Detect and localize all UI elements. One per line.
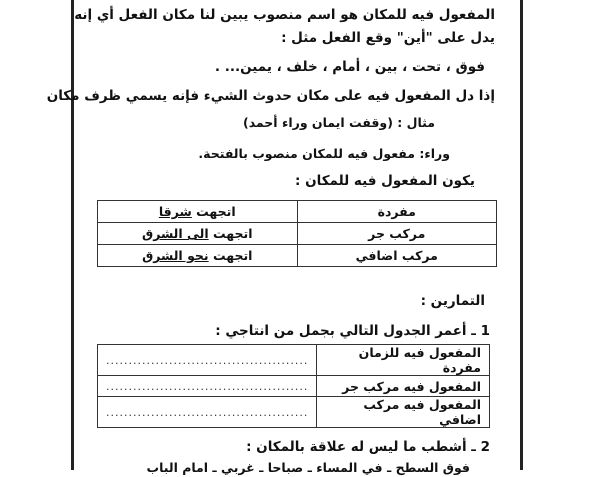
definition-line-3: إذا دل المفعول فيه على مكان حدوث الشيء فإنه يسمي ظرف مكان xyxy=(46,88,495,104)
types-heading: يكون المفعول فيه للمكان : xyxy=(295,173,475,189)
types-table-row xyxy=(98,245,497,267)
exercise-row xyxy=(98,345,490,376)
exercise-row xyxy=(98,376,490,397)
answer-blank-cell[interactable]: ............................................. xyxy=(98,397,317,428)
exercise-2-prompt: 2 ـ أشطب ما ليس له علاقة بالمكان : xyxy=(246,439,490,455)
right-border xyxy=(520,0,523,470)
underlined-adverb: شرقا xyxy=(158,204,192,219)
parsing-line: وراء: مفعول فيه للمكان منصوب بالفتحة. xyxy=(198,146,450,161)
type-cell: مركب جر xyxy=(297,223,497,245)
exercise-1-prompt: 1 ـ أعمر الجدول التالي بجمل من انتاجي : xyxy=(215,323,490,339)
types-table-row xyxy=(98,201,497,223)
exercise-label-cell: المفعول فيه مركب اضافي xyxy=(317,397,490,428)
underlined-adverb: نحو الشرق xyxy=(142,248,209,263)
exercise-label-cell: المفعول فيه مركب جر xyxy=(317,376,490,397)
type-cell: مفردة xyxy=(297,201,497,223)
exercise-row xyxy=(98,397,490,428)
answer-blank-cell[interactable]: ............................................. xyxy=(98,376,317,397)
definition-line-2: يدل على "أين" وقع الفعل مثل : xyxy=(281,30,495,46)
example-cell: اتجهت نحو الشرق xyxy=(98,245,298,267)
answer-blank-cell[interactable]: ............................................. xyxy=(98,345,317,376)
example-cell: اتجهت الى الشرق xyxy=(98,223,298,245)
definition-line-1: المفعول فيه للمكان هو اسم منصوب يبين لنا مكان الفعل أي إنه xyxy=(74,7,495,23)
exercise-label-cell: المفعول فيه للزمان مفردة xyxy=(317,345,490,376)
types-table xyxy=(97,200,497,267)
exercise-1-table xyxy=(97,344,490,428)
types-table-row xyxy=(98,223,497,245)
examples-line: فوق ، تحت ، بين ، أمام ، خلف ، يمين... . xyxy=(214,59,485,75)
exercise-2-words: فوق السطح ـ في المساء ـ صباحا ـ غربي ـ امام الباب xyxy=(146,460,470,475)
example-cell: اتجهت شرقا xyxy=(98,201,298,223)
underlined-adverb: الى الشرق xyxy=(142,226,209,241)
exercises-heading: التمارين : xyxy=(420,293,485,309)
left-border xyxy=(71,0,74,470)
example-sentence: مثال : (وقفت ايمان وراء أحمد) xyxy=(242,115,435,130)
type-cell: مركب اضافي xyxy=(297,245,497,267)
